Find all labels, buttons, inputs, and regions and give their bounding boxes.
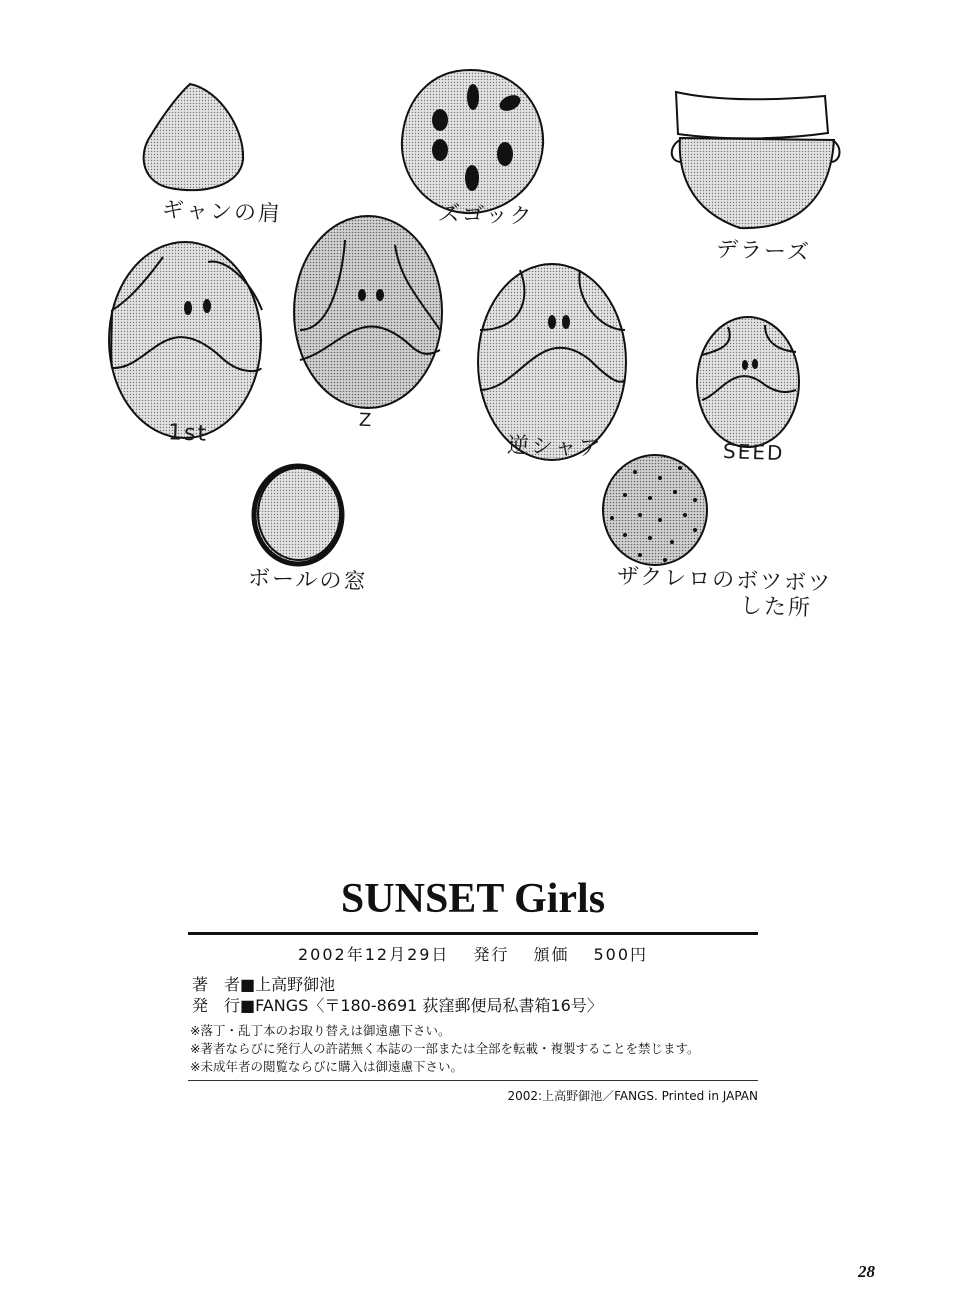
sketch-label-zugock: ズゴック — [437, 201, 534, 230]
notice-2: ※著者ならびに発行人の許諾無く本誌の一部または全部を転載・複製することを禁じます。 — [190, 1041, 700, 1056]
sketch-label-ball-window: ボールの窓 — [247, 565, 368, 596]
sketch-label-haro-z: Z — [358, 409, 374, 432]
title-divider — [188, 932, 758, 935]
zugock-drawing — [402, 70, 543, 213]
haro-1st-drawing — [109, 242, 262, 438]
sketch-label-haro-seed: SEED — [722, 438, 785, 466]
sketch-label-haro-cca: 逆シャア — [506, 433, 603, 462]
book-title: SUNSET Girls — [340, 876, 606, 922]
issue-date: 2002年12月29日 — [297, 945, 450, 964]
notice-3: ※未成年者の閲覧ならびに購入は御遠慮下さい。 — [190, 1059, 463, 1074]
zaku-pockmarks-drawing — [603, 455, 707, 565]
sketch-label-dellaz: デラーズ — [715, 237, 812, 266]
ball-window-drawing — [254, 466, 342, 564]
sketch-label-zaku-pockmarks: ザクレロのボツボツ — [616, 564, 833, 597]
notice-1: ※落丁・乱丁本のお取り替えは御遠慮下さい。 — [190, 1023, 451, 1038]
sketch-label-gyan-shoulder: ギャンの肩 — [161, 197, 283, 228]
publisher-line: 発 行■FANGS〈〒180-8691 荻窪郵便局私書箱16号〉 — [192, 996, 603, 1015]
price-value: 500円 — [593, 945, 649, 964]
issue-line — [188, 942, 758, 965]
price-label: 頒価 — [533, 945, 570, 964]
page-number: 28 — [858, 1262, 875, 1281]
author-line: 著 者■上高野御池 — [192, 975, 336, 994]
sketch-label-zaku-pockmarks-line2: した所 — [739, 593, 813, 622]
issue-label: 発行 — [473, 945, 510, 964]
sketch-label-haro-1st: 1st — [167, 420, 209, 447]
notes-divider — [188, 1080, 758, 1081]
haro-z-drawing — [294, 216, 442, 408]
copyright-line: 2002:上高野御池／FANGS. Printed in JAPAN — [507, 1089, 758, 1103]
gyan-shoulder-drawing — [144, 84, 243, 190]
dellaz-drawing — [672, 92, 840, 228]
haro-seed-drawing — [697, 317, 799, 447]
